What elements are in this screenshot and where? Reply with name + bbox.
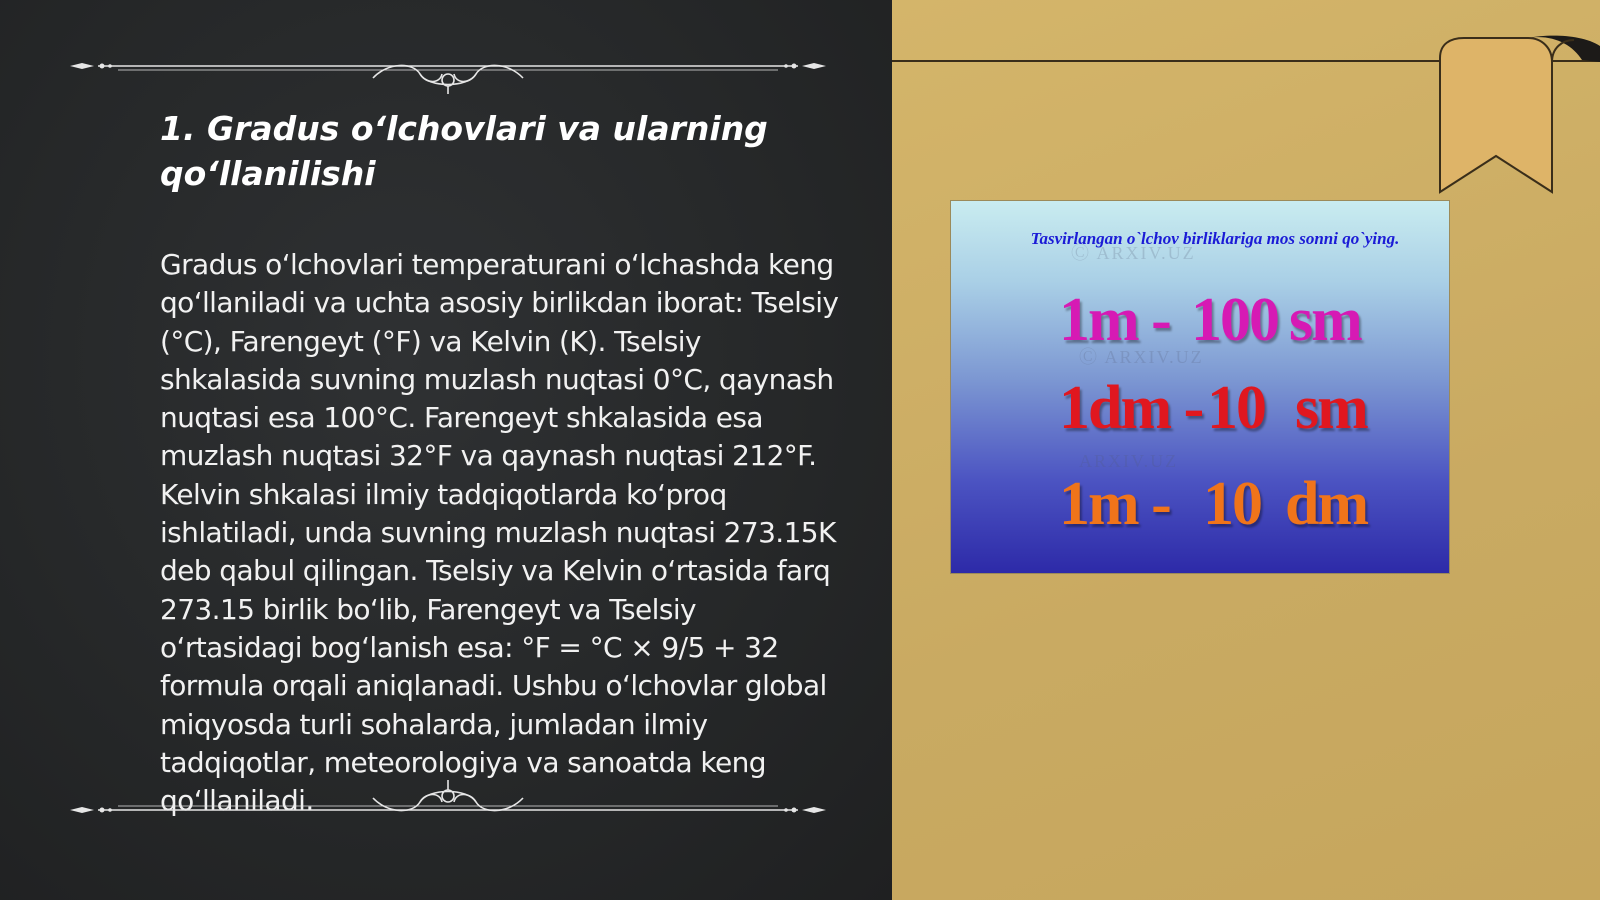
unit-label: 1dm - [1059, 374, 1203, 442]
picture-caption: Tasvirlangan o`lchov birliklariga mos sonni qo`ying. [1030, 229, 1400, 248]
watermark-text: ARXIV.UZ [1079, 451, 1179, 471]
unit-label: 1m - [1059, 286, 1170, 354]
unit-label: 1m - [1059, 470, 1170, 538]
unit-value: 10 [1203, 470, 1261, 538]
unit-value: 100 [1191, 286, 1278, 354]
unit-value: 10 [1207, 374, 1265, 442]
bookmark-ribbon-icon [1432, 34, 1600, 204]
unit-target: sm [1289, 286, 1361, 354]
watermark-text: Ⓒ ARXIV.UZ [1071, 243, 1196, 263]
slide-title: 1. Gradus o‘lchovlari va ularning qo‘llanilishi [160, 109, 768, 193]
ornament-bottom-icon [68, 778, 828, 828]
unit-target: dm [1285, 470, 1368, 538]
slide-body-text: Gradus o‘lchovlari temperaturani o‘lchashda keng qo‘llaniladi va uchta asosiy birlikdan iborat: Tselsiy (°C), Farengeyt (°F) va Kelvin (K). Tselsiy shkalasida suvning muzlash nuqtasi 0°C, qaynash nuqtasi esa 100°C. Farengeyt shkalasida esa muzlash nuqtasi 32°F va qaynash nuqtasi 212°F. Kelvin shkalasi ilmiy tadqiqotlarda ko‘proq ishlatiladi, unda suvning muzlash nuqtasi 273.15K deb qabul qilingan. Tselsiy va Kelvin o‘rtasida farq 273.15 birlik bo‘lib, Farengeyt va Tselsiy o‘rtasidagi bog‘lanish esa: °F = °C × 9/5 + 32 formula orqali aniqlanadi. Ushbu o‘lchovlar global miqyosda turli sohalarda, jumladan ilmiy tadqiqotlar, meteorologiya va sanoatda keng qo‘llaniladi. [160, 248, 839, 818]
measurement-units-picture [950, 200, 1450, 574]
ornament-top-icon [68, 44, 828, 94]
unit-target: sm [1295, 374, 1367, 442]
watermark-text: Ⓒ ARXIV.UZ [1079, 347, 1204, 367]
